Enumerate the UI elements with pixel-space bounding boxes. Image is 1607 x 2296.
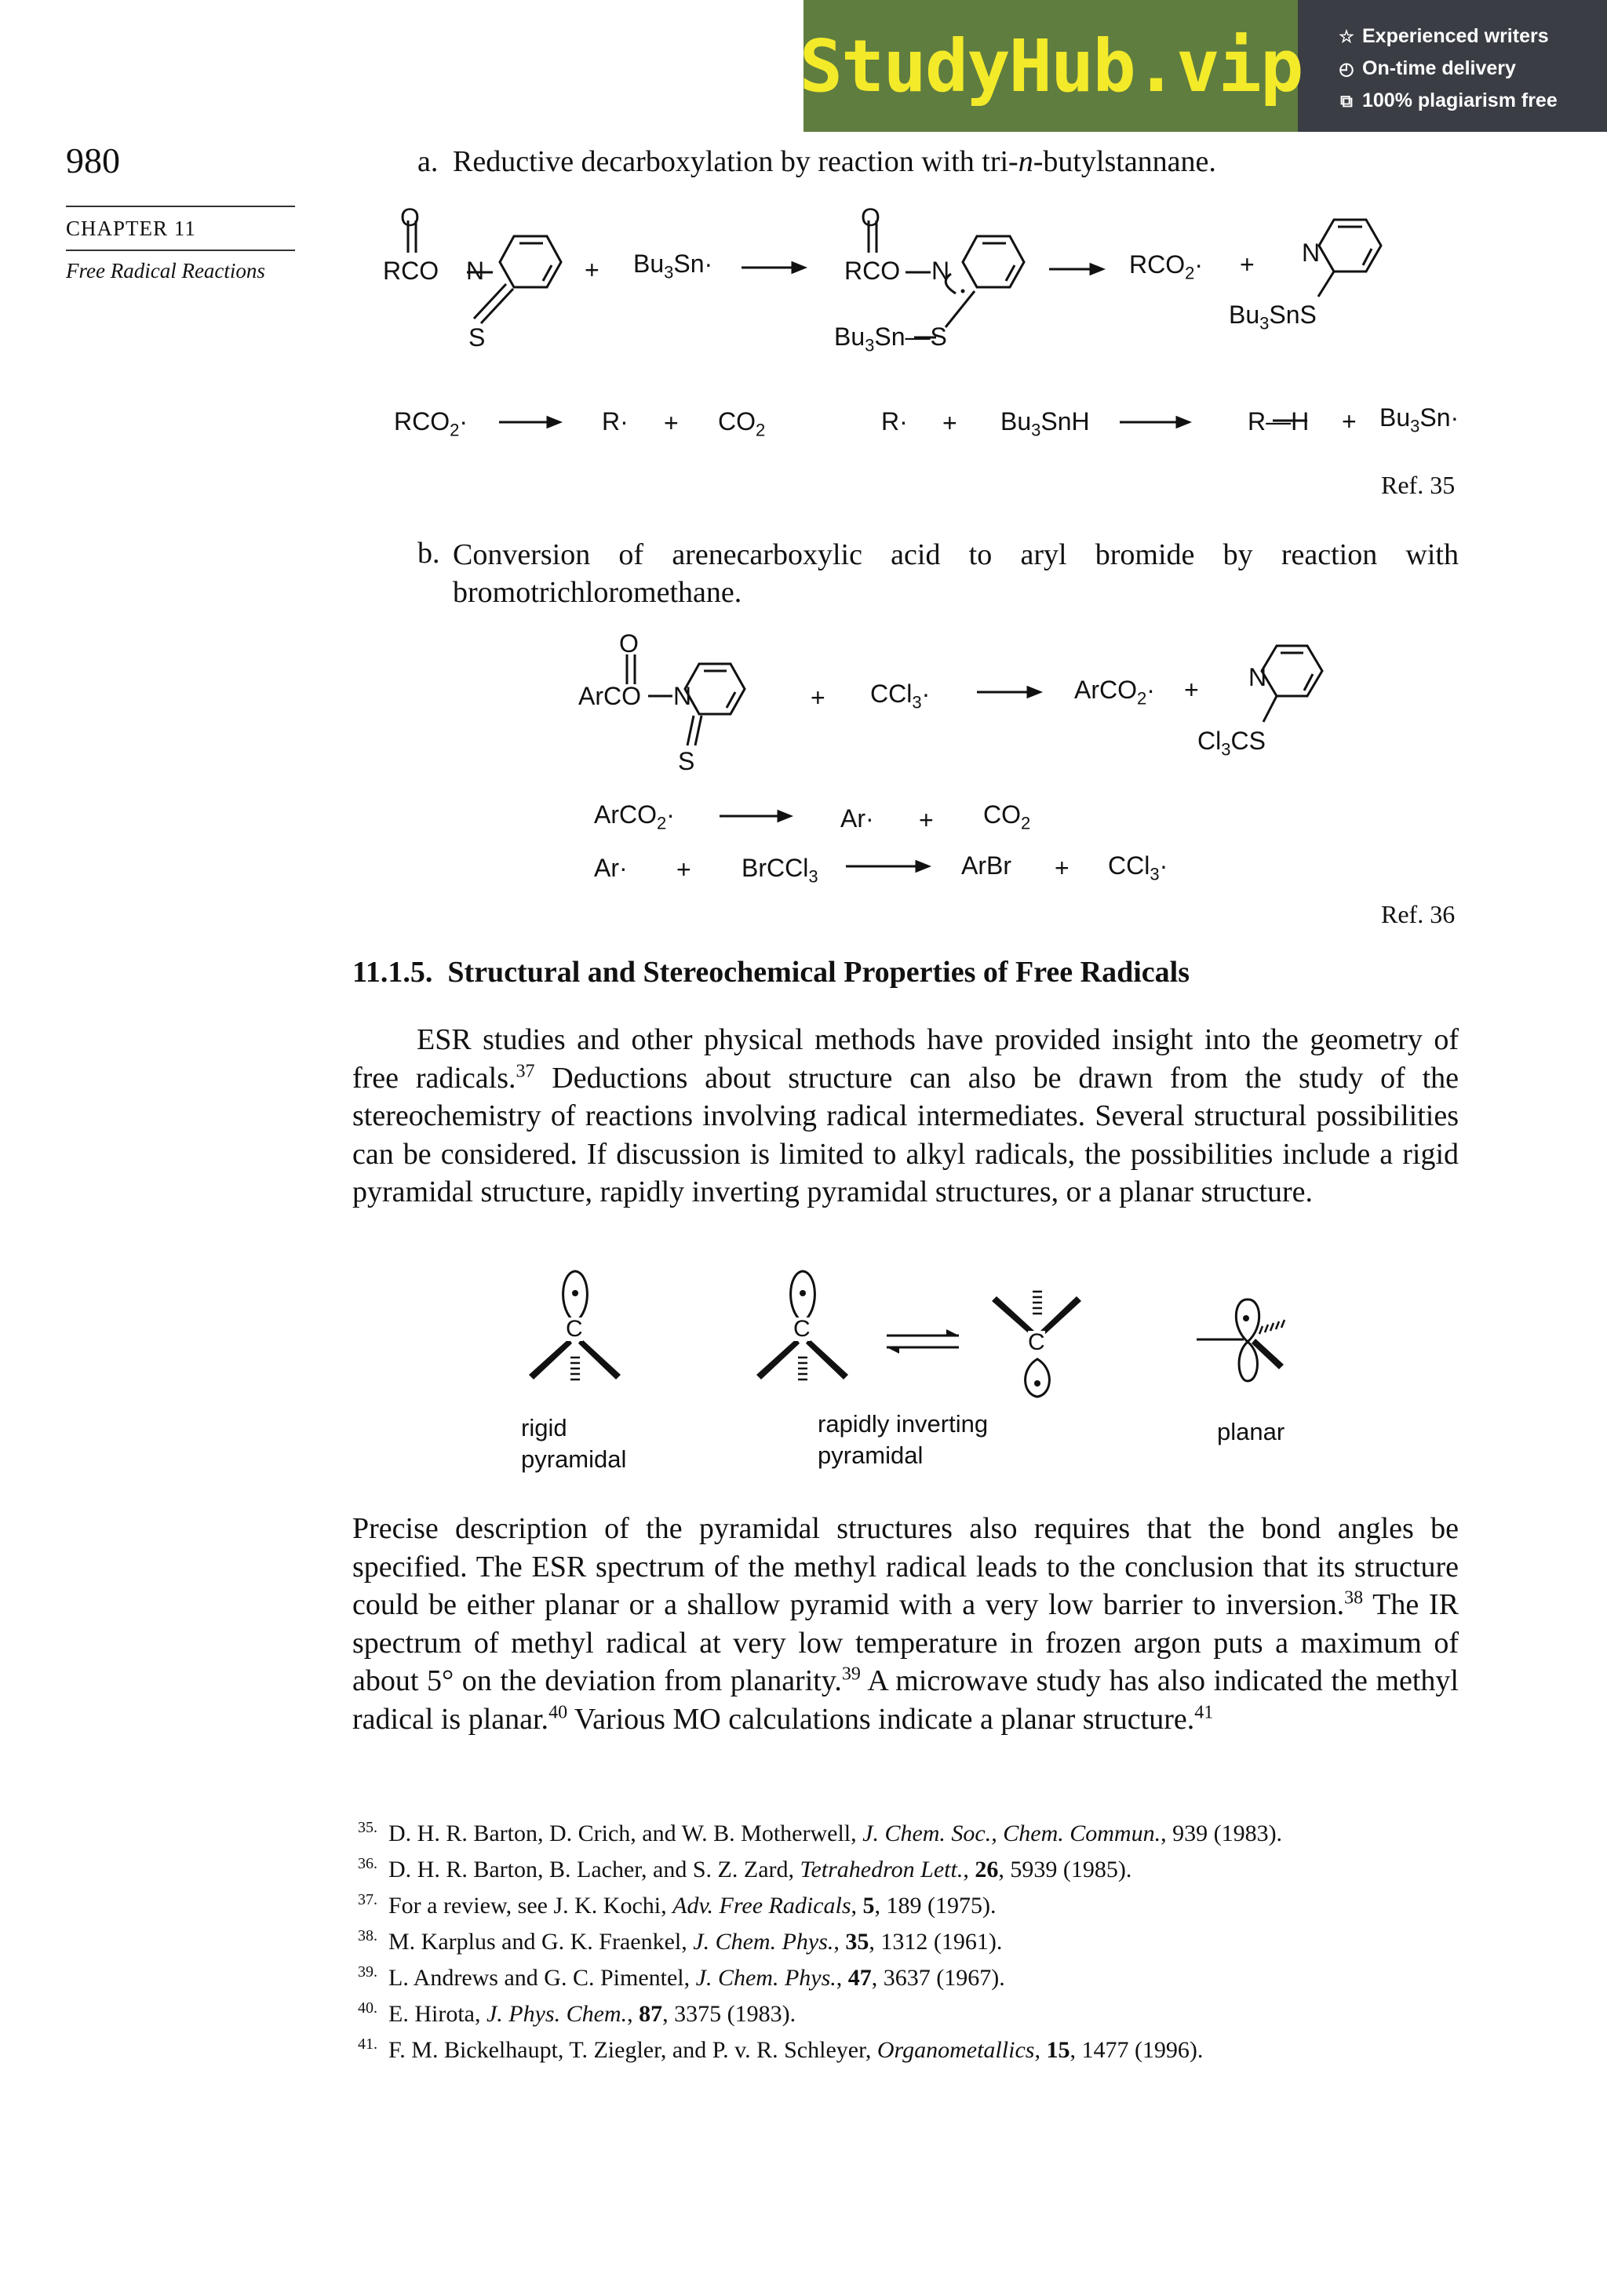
alkane-product: R—H [1248, 407, 1310, 436]
item-b-text: Conversion of arenecarboxylic acid to aryl bromide by reaction with [453, 538, 1459, 571]
tributyltin-sulfide-label: $Bu_3Sn—S$ [834, 323, 947, 355]
plus-sign: + [919, 806, 934, 834]
footnote-40: $^{40.}$ E. Hirota, J. Phys. Chem., 87, 3375 (1983). [358, 1999, 796, 2027]
nitrogen-label: N [673, 682, 692, 710]
plus-sign: + [1342, 407, 1357, 436]
reference-35: Ref. 35 [1381, 471, 1456, 499]
plus-sign: + [1055, 854, 1070, 882]
trichloromethylthio-label: $Cl_3CS$ [1197, 727, 1266, 760]
footnote-35: $^{35.}$ D. H. R. Barton, D. Crich, and W. B. Motherwell, J. Chem. Soc., Chem. Commun., 939 (1983). [358, 1819, 1283, 1846]
tributyltin-radical: $Bu_3Sn\cdot$ [633, 250, 713, 282]
plus-sign: + [676, 855, 691, 884]
footnotes [358, 1813, 1472, 2065]
carbon-dioxide: $CO_2$ [983, 800, 1031, 833]
oxygen-label: O [619, 629, 639, 658]
nitrogen-label: N [931, 257, 950, 285]
trichloromethyl-radical: CCl$_3$· [870, 680, 931, 712]
paragraph-2: Precise description of the pyramidal structures also requires that the bond angles be specified. The ESR spectrum of the methyl radical leads to the conclusion that its structure could be either planar or a shallow pyramid with a very low barrier to inversion.$^{38}$ The IR spectrum of methyl radical at very low temperature in frozen argon puts a maximum of about 5° on the deviation from planarity.$^{39}$ A microwave study has also indicated the methyl radical is planar.$^{40}$ Various MO calculations indicate a planar structure.$^{41}$ [352, 1512, 1459, 1736]
rco-label: RCO [383, 257, 439, 285]
reference-36: Ref. 36 [1381, 900, 1456, 928]
tributyltin-radical: $Bu_3Sn\cdot$ [1379, 403, 1459, 436]
alkyl-radical: R· [881, 407, 908, 436]
paragraph-1: ESR studies and other physical methods have provided insight into the geometry of free radicals.$^{37}$ Deductions about structure can also be drawn from the study of the stereochemistry of reactions involving radical intermediates. Several structural possibilities can be considered. If discussion is limited to alkyl radicals, the possibilities include a rigid pyramidal structure, rapidly inverting pyramidal structures, or a planar structure. [352, 1023, 1459, 1208]
sulfur-label: S [468, 323, 486, 352]
carbon-dioxide: $CO_2$ [718, 407, 766, 440]
footnote-36: $^{36.}$ D. H. R. Barton, B. Lacher, and S. Z. Zard, Tetrahedron Lett., 26, 5939 (1985). [358, 1855, 1132, 1882]
rco-label: RCO [844, 257, 901, 285]
bromotrichloromethane: BrCCl$_3$ [742, 854, 818, 887]
rapidly-inverting-label: rapidly inverting pyramidal [818, 1410, 989, 1469]
chapter-label: CHAPTER 11 [66, 217, 196, 240]
section-heading: 11.1.5. Structural and Stereochemical Properties of Free Radicals [352, 956, 1190, 989]
item-b-label: b. [417, 537, 440, 570]
banner-feature: ☆ Experienced writers [1337, 20, 1596, 53]
sulfur-label: S [678, 747, 695, 775]
banner-feature: ◴ On-time delivery [1337, 53, 1596, 85]
nitrogen-label: N [1302, 239, 1321, 267]
nitrogen-label: N [466, 257, 485, 285]
footnote-41: $^{41.}$ F. M. Bickelhaupt, T. Ziegler, and P. v. R. Schleyer, Organometallics, 15, 1477 (1996). [358, 2035, 1204, 2063]
aryl-bromide: ArBr [961, 851, 1011, 880]
tributyltin-hydride: $Bu_3SnH$ [1000, 407, 1090, 440]
plus-sign: + [585, 256, 599, 284]
alkyl-radical: R· [602, 407, 629, 436]
plus-sign: + [664, 409, 679, 437]
oxygen-label: O [861, 203, 880, 231]
planar-label: planar [1217, 1418, 1285, 1445]
tributylstannyl-thio-label: $Bu_3SnS$ [1229, 301, 1317, 333]
carboxyl-radical: $RCO_2\cdot$ [394, 407, 468, 440]
plus-sign: + [811, 683, 825, 712]
carbon-atom: C [566, 1316, 583, 1342]
footnote-38: $^{38.}$ M. Karplus and G. K. Fraenkel, J. Chem. Phys., 35, 1312 (1961). [358, 1927, 1003, 1955]
carbon-atom: C [793, 1316, 811, 1342]
plus-sign: + [942, 409, 957, 437]
trichloromethyl-radical: CCl$_3$· [1108, 851, 1168, 884]
banner-feature: ⧉ 100% plagiarism free [1337, 85, 1596, 117]
footnote-37: $^{37.}$ For a review, see J. K. Kochi, Adv. Free Radicals, 5, 189 (1975). [358, 1891, 997, 1919]
aroyl-label: ArCO [578, 682, 641, 710]
footnote-39: $^{39.}$ L. Andrews and G. C. Pimentel, J. Chem. Phys., 47, 3637 (1967). [358, 1963, 1005, 1991]
aroyloxy-radical: ArCO$_2$· [1074, 676, 1155, 709]
carbon-atom: C [1028, 1329, 1045, 1355]
carboxyl-radical: $RCO_2\cdot$ [1129, 250, 1204, 283]
clock-icon: ◴ [1339, 58, 1354, 78]
star-icon: ☆ [1339, 26, 1354, 46]
plus-sign: + [1240, 250, 1255, 279]
banner-logo[interactable]: StudyHub.vip [804, 0, 1298, 132]
item-b-text-cont: bromotrichloromethane. [453, 576, 742, 609]
oxygen-label: O [400, 203, 420, 231]
page-number: 980 [66, 140, 120, 180]
rigid-label: rigid pyramidal [521, 1414, 627, 1473]
item-a-label: a. [417, 145, 439, 178]
item-a-text: Reductive decarboxylation by reaction with tri-n-butylstannane. [453, 145, 1216, 178]
nitrogen-label: N [1248, 663, 1267, 691]
aryl-radical: Ar· [594, 854, 628, 882]
copy-icon: ⧉ [1340, 90, 1353, 111]
aryl-radical: Ar· [840, 804, 874, 833]
aroyloxy-radical: ArCO$_2$· [594, 800, 675, 833]
plus-sign: + [1184, 676, 1199, 704]
chapter-title: Free Radical Reactions [66, 259, 265, 282]
